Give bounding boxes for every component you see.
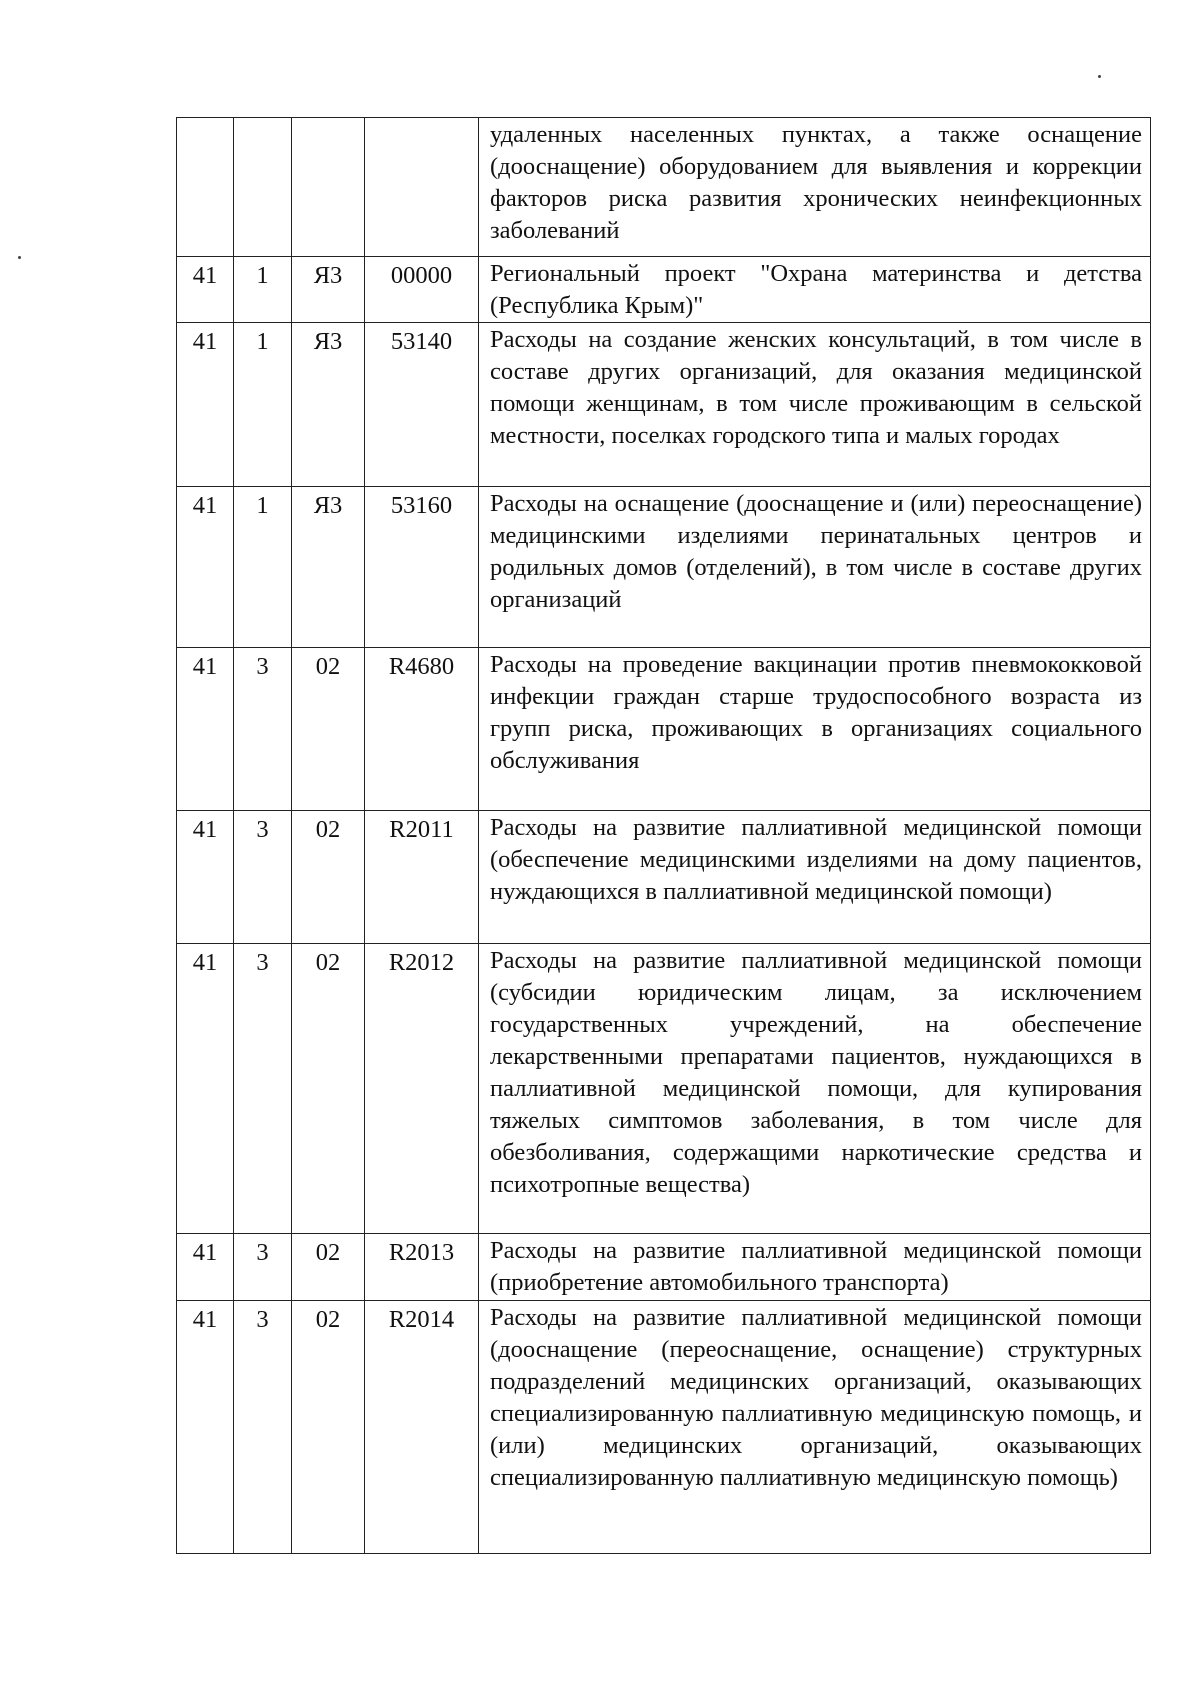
code-col-1: 41 xyxy=(177,1234,234,1301)
code-col-1 xyxy=(177,118,234,257)
code-col-1: 41 xyxy=(177,811,234,944)
scan-speck xyxy=(1098,75,1101,78)
code-col-4: R4680 xyxy=(365,648,479,811)
code-col-1: 41 xyxy=(177,648,234,811)
code-col-2: 1 xyxy=(234,487,292,648)
code-col-2: 3 xyxy=(234,811,292,944)
code-col-1: 41 xyxy=(177,1301,234,1554)
code-col-4: 00000 xyxy=(365,257,479,323)
code-col-2: 3 xyxy=(234,648,292,811)
code-col-4: 53160 xyxy=(365,487,479,648)
expense-description: Расходы на развитие паллиативной медицинской помощи (дооснащение (переоснащение, оснащение) структурных подразделений медицинских организаций, оказывающих специализированную паллиативную медицинскую помощь, и (или) медицинских организаций, оказывающих специализированную паллиативную медицинскую помощь) xyxy=(479,1301,1151,1554)
code-col-3: Я3 xyxy=(292,257,365,323)
code-col-4: 53140 xyxy=(365,323,479,487)
code-col-4: R2013 xyxy=(365,1234,479,1301)
code-col-3: 02 xyxy=(292,811,365,944)
code-col-2: 1 xyxy=(234,323,292,487)
code-col-4 xyxy=(365,118,479,257)
code-col-1: 41 xyxy=(177,323,234,487)
code-col-3: 02 xyxy=(292,944,365,1234)
code-col-3: 02 xyxy=(292,1234,365,1301)
table-row xyxy=(177,118,1151,257)
code-col-4: R2014 xyxy=(365,1301,479,1554)
code-col-1: 41 xyxy=(177,944,234,1234)
scan-speck xyxy=(18,256,21,259)
table-row xyxy=(177,257,1151,323)
expense-description: Расходы на проведение вакцинации против пневмококковой инфекции граждан старше трудоспособного возраста из групп риска, проживающих в организациях социального обслуживания xyxy=(479,648,1151,811)
code-col-3: Я3 xyxy=(292,323,365,487)
table-row xyxy=(177,944,1151,1234)
code-col-2: 3 xyxy=(234,944,292,1234)
expense-description: Региональный проект "Охрана материнства и детства (Республика Крым)" xyxy=(479,257,1151,323)
expense-description: Расходы на развитие паллиативной медицинской помощи (обеспечение медицинскими изделиями на дому пациентов, нуждающихся в паллиативной медицинской помощи) xyxy=(479,811,1151,944)
table-row xyxy=(177,648,1151,811)
code-col-3: 02 xyxy=(292,1301,365,1554)
table-row xyxy=(177,1234,1151,1301)
code-col-3: Я3 xyxy=(292,487,365,648)
expense-description: удаленных населенных пунктах, а также оснащение (дооснащение) оборудованием для выявления и коррекции факторов риска развития хронических неинфекционных заболеваний xyxy=(479,118,1151,257)
code-col-2 xyxy=(234,118,292,257)
code-col-1: 41 xyxy=(177,487,234,648)
expense-description: Расходы на оснащение (дооснащение и (или) переоснащение) медицинскими изделиями перинатальных центров и родильных домов (отделений), в том числе в составе других организаций xyxy=(479,487,1151,648)
code-col-4: R2011 xyxy=(365,811,479,944)
table-row xyxy=(177,811,1151,944)
table-row xyxy=(177,323,1151,487)
code-col-2: 3 xyxy=(234,1234,292,1301)
code-col-2: 1 xyxy=(234,257,292,323)
expense-description: Расходы на создание женских консультаций, в том числе в составе других организаций, для оказания медицинской помощи женщинам, в том числе проживающим в сельской местности, поселках городского типа и малых городах xyxy=(479,323,1151,487)
expense-description: Расходы на развитие паллиативной медицинской помощи (приобретение автомобильного транспорта) xyxy=(479,1234,1151,1301)
code-col-4: R2012 xyxy=(365,944,479,1234)
code-col-3 xyxy=(292,118,365,257)
code-col-3: 02 xyxy=(292,648,365,811)
expense-description: Расходы на развитие паллиативной медицинской помощи (субсидии юридическим лицам, за исключением государственных учреждений, на обеспечение лекарственными препаратами пациентов, нуждающихся в паллиативной медицинской помощи, для купирования тяжелых симптомов заболевания, в том числе для обезболивания, содержащими наркотические средства и психотропные вещества) xyxy=(479,944,1151,1234)
code-col-2: 3 xyxy=(234,1301,292,1554)
budget-classification-table xyxy=(176,117,1151,1554)
code-col-1: 41 xyxy=(177,257,234,323)
table-row xyxy=(177,1301,1151,1554)
table-row xyxy=(177,487,1151,648)
